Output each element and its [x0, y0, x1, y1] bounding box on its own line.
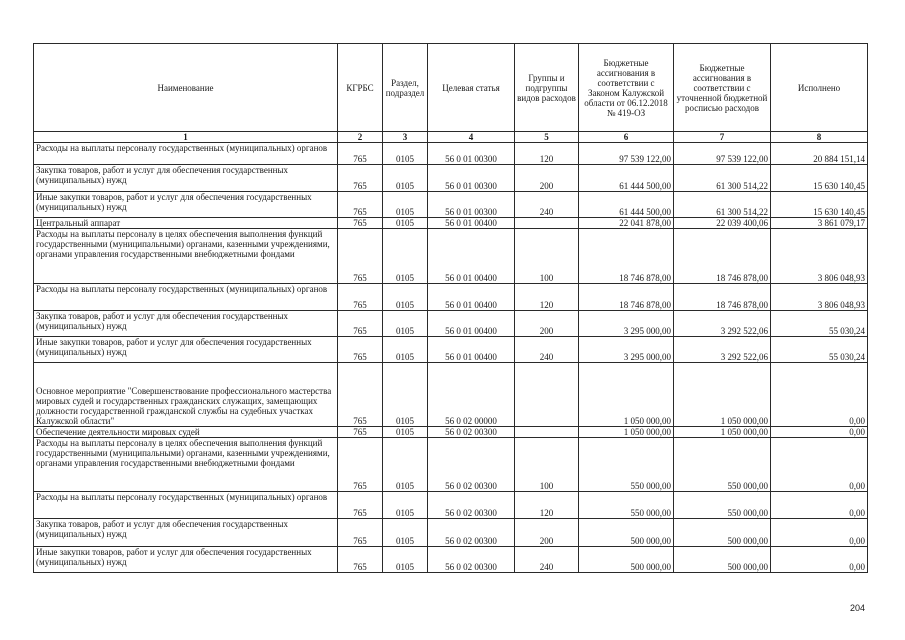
table-row	[34, 337, 868, 363]
row-section: 0105	[383, 438, 428, 492]
row-target: 56 0 01 00300	[428, 165, 515, 192]
row-executed-amount: 0,00	[771, 363, 868, 427]
row-executed-amount: 3 806 048,93	[771, 229, 868, 284]
row-group: 100	[515, 229, 579, 284]
row-name: Иные закупки товаров, работ и услуг для обеспечения государственных (муниципальных) нужд	[34, 192, 338, 218]
row-refined-amount: 18 746 878,00	[674, 229, 771, 284]
row-group	[515, 218, 579, 229]
table-row	[34, 363, 868, 427]
table-row	[34, 229, 868, 284]
row-name: Иные закупки товаров, работ и услуг для обеспечения государственных (муниципальных) нужд	[34, 337, 338, 363]
row-law-amount: 550 000,00	[579, 438, 674, 492]
row-refined-amount: 22 039 400,06	[674, 218, 771, 229]
row-executed-amount: 0,00	[771, 438, 868, 492]
table-row	[34, 311, 868, 337]
header-target-article: Целевая статья	[428, 44, 515, 132]
row-kgrbs: 765	[338, 337, 383, 363]
row-law-amount: 18 746 878,00	[579, 284, 674, 311]
row-law-amount: 61 444 500,00	[579, 165, 674, 192]
row-refined-amount: 500 000,00	[674, 547, 771, 573]
row-executed-amount: 0,00	[771, 547, 868, 573]
row-target: 56 0 01 00300	[428, 192, 515, 218]
table-row	[34, 192, 868, 218]
row-group: 240	[515, 337, 579, 363]
row-name: Закупка товаров, работ и услуг для обеспечения государственных (муниципальных) нужд	[34, 165, 338, 192]
row-target: 56 0 01 00400	[428, 284, 515, 311]
row-refined-amount: 97 539 122,00	[674, 143, 771, 165]
table-row	[34, 165, 868, 192]
row-name: Закупка товаров, работ и услуг для обеспечения государственных (муниципальных) нужд	[34, 311, 338, 337]
table-row	[34, 438, 868, 492]
row-target: 56 0 02 00300	[428, 492, 515, 519]
row-name: Расходы на выплаты персоналу государственных (муниципальных) органов	[34, 492, 338, 519]
row-executed-amount: 3 861 079,17	[771, 218, 868, 229]
row-kgrbs: 765	[338, 492, 383, 519]
budget-table	[33, 43, 868, 573]
header-refined-allocations: Бюджетные ассигнования в соответствии с уточненной бюджетной росписью расходов	[674, 44, 771, 132]
row-kgrbs: 765	[338, 165, 383, 192]
row-target: 56 0 02 00300	[428, 438, 515, 492]
column-number: 4	[428, 132, 515, 143]
column-number: 5	[515, 132, 579, 143]
row-law-amount: 97 539 122,00	[579, 143, 674, 165]
row-law-amount: 1 050 000,00	[579, 427, 674, 438]
header-executed: Исполнено	[771, 44, 868, 132]
row-group: 240	[515, 547, 579, 573]
row-group: 120	[515, 492, 579, 519]
header-expense-groups: Группы и подгруппы видов расходов	[515, 44, 579, 132]
row-group: 120	[515, 284, 579, 311]
row-executed-amount: 20 884 151,14	[771, 143, 868, 165]
row-section: 0105	[383, 337, 428, 363]
row-executed-amount: 0,00	[771, 519, 868, 547]
row-refined-amount: 550 000,00	[674, 438, 771, 492]
row-name: Основное мероприятие "Совершенствование профессионального мастерства мировых судей и государственных гражданских служащих, замещающих должности государственной гражданской службы на судебных участках Калужской области"	[34, 363, 338, 427]
row-section: 0105	[383, 218, 428, 229]
row-refined-amount: 1 050 000,00	[674, 427, 771, 438]
table-row	[34, 284, 868, 311]
row-executed-amount: 55 030,24	[771, 337, 868, 363]
header-row	[34, 44, 868, 132]
table-row	[34, 519, 868, 547]
row-executed-amount: 0,00	[771, 427, 868, 438]
row-target: 56 0 01 00300	[428, 143, 515, 165]
row-executed-amount: 55 030,24	[771, 311, 868, 337]
row-target: 56 0 02 00300	[428, 547, 515, 573]
column-number: 7	[674, 132, 771, 143]
row-target: 56 0 01 00400	[428, 218, 515, 229]
row-target: 56 0 01 00400	[428, 311, 515, 337]
row-section: 0105	[383, 192, 428, 218]
row-law-amount: 3 295 000,00	[579, 311, 674, 337]
row-refined-amount: 550 000,00	[674, 492, 771, 519]
row-group: 120	[515, 143, 579, 165]
column-number: 3	[383, 132, 428, 143]
row-target: 56 0 01 00400	[428, 337, 515, 363]
row-refined-amount: 61 300 514,22	[674, 192, 771, 218]
row-executed-amount: 3 806 048,93	[771, 284, 868, 311]
table-row	[34, 492, 868, 519]
row-law-amount: 550 000,00	[579, 492, 674, 519]
row-group: 200	[515, 311, 579, 337]
column-number: 1	[34, 132, 338, 143]
row-kgrbs: 765	[338, 284, 383, 311]
row-kgrbs: 765	[338, 427, 383, 438]
row-refined-amount: 1 050 000,00	[674, 363, 771, 427]
row-name: Закупка товаров, работ и услуг для обеспечения государственных (муниципальных) нужд	[34, 519, 338, 547]
row-law-amount: 22 041 878,00	[579, 218, 674, 229]
row-section: 0105	[383, 165, 428, 192]
row-refined-amount: 500 000,00	[674, 519, 771, 547]
row-kgrbs: 765	[338, 311, 383, 337]
page-number: 204	[849, 603, 865, 613]
row-law-amount: 3 295 000,00	[579, 337, 674, 363]
row-group: 240	[515, 192, 579, 218]
row-kgrbs: 765	[338, 438, 383, 492]
row-group: 100	[515, 438, 579, 492]
row-name: Расходы на выплаты персоналу в целях обеспечения выполнения функций государственными (муниципальными) органами, казенными учреждениями, органами управления государственными внебюджетными фондами	[34, 229, 338, 284]
header-law-allocations: Бюджетные ассигнования в соответствии с Законом Калужской области от 06.12.2018 № 419-ОЗ	[579, 44, 674, 132]
column-number-row	[34, 132, 868, 143]
row-group: 200	[515, 519, 579, 547]
row-name: Расходы на выплаты персоналу государственных (муниципальных) органов	[34, 143, 338, 165]
row-section: 0105	[383, 229, 428, 284]
row-executed-amount: 15 630 140,45	[771, 165, 868, 192]
table-row	[34, 143, 868, 165]
column-number: 6	[579, 132, 674, 143]
row-group	[515, 363, 579, 427]
row-name: Обеспечение деятельности мировых судей	[34, 427, 338, 438]
row-law-amount: 500 000,00	[579, 519, 674, 547]
row-kgrbs: 765	[338, 363, 383, 427]
row-refined-amount: 18 746 878,00	[674, 284, 771, 311]
row-group: 200	[515, 165, 579, 192]
row-kgrbs: 765	[338, 547, 383, 573]
row-section: 0105	[383, 492, 428, 519]
row-executed-amount: 15 630 140,45	[771, 192, 868, 218]
row-law-amount: 1 050 000,00	[579, 363, 674, 427]
row-group	[515, 427, 579, 438]
row-kgrbs: 765	[338, 229, 383, 284]
row-kgrbs: 765	[338, 218, 383, 229]
row-name: Расходы на выплаты персоналу в целях обеспечения выполнения функций государственными (муниципальными) органами, казенными учреждениями, органами управления государственными внебюджетными фондами	[34, 438, 338, 492]
row-section: 0105	[383, 519, 428, 547]
row-refined-amount: 3 292 522,06	[674, 337, 771, 363]
row-section: 0105	[383, 547, 428, 573]
row-section: 0105	[383, 311, 428, 337]
row-kgrbs: 765	[338, 519, 383, 547]
row-section: 0105	[383, 143, 428, 165]
header-name: Наименование	[34, 44, 338, 132]
row-name: Иные закупки товаров, работ и услуг для обеспечения государственных (муниципальных) нужд	[34, 547, 338, 573]
row-section: 0105	[383, 427, 428, 438]
row-target: 56 0 02 00300	[428, 427, 515, 438]
row-kgrbs: 765	[338, 143, 383, 165]
row-target: 56 0 02 00000	[428, 363, 515, 427]
row-name: Расходы на выплаты персоналу государственных (муниципальных) органов	[34, 284, 338, 311]
row-kgrbs: 765	[338, 192, 383, 218]
row-law-amount: 18 746 878,00	[579, 229, 674, 284]
row-section: 0105	[383, 363, 428, 427]
row-refined-amount: 3 292 522,06	[674, 311, 771, 337]
table-row	[34, 547, 868, 573]
header-kgrbs: КГРБС	[338, 44, 383, 132]
row-name: Центральный аппарат	[34, 218, 338, 229]
column-number: 8	[771, 132, 868, 143]
header-section: Раздел, подраздел	[383, 44, 428, 132]
row-executed-amount: 0,00	[771, 492, 868, 519]
row-law-amount: 61 444 500,00	[579, 192, 674, 218]
table-row	[34, 218, 868, 229]
column-number: 2	[338, 132, 383, 143]
row-target: 56 0 01 00400	[428, 229, 515, 284]
row-section: 0105	[383, 284, 428, 311]
row-law-amount: 500 000,00	[579, 547, 674, 573]
row-refined-amount: 61 300 514,22	[674, 165, 771, 192]
row-target: 56 0 02 00300	[428, 519, 515, 547]
table-row	[34, 427, 868, 438]
